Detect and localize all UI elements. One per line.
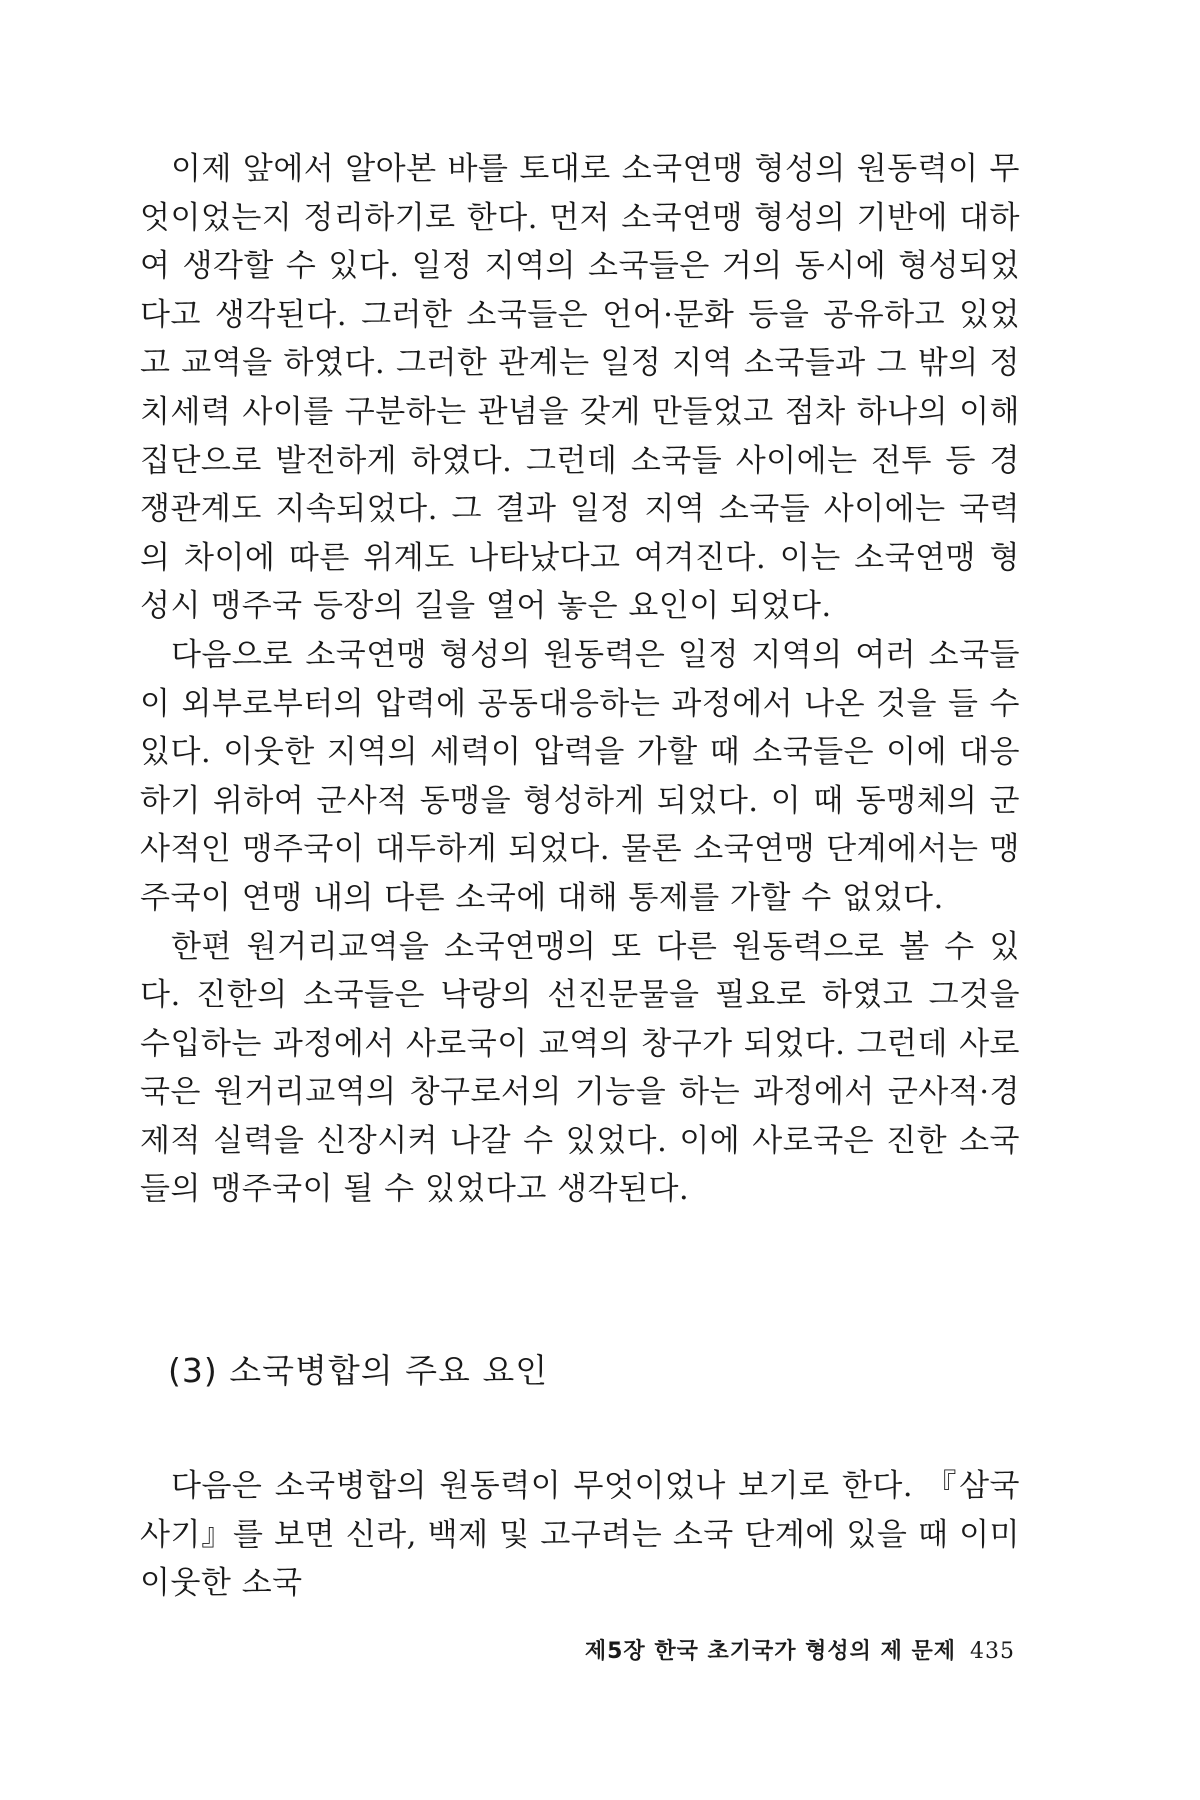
paragraph-1: 이제 앞에서 알아본 바를 토대로 소국연맹 형성의 원동력이 무엇이었는지 정리하기로 한다. 먼저 소국연맹 형성의 기반에 대하여 생각할 수 있다. 일정 지역의 소국들은 거의 동시에 형성되었다고 생각된다. 그러한 소국들은 언어·문화 등을 공유하고 있었고 교역을 하였다. 그러한 관계는 일정 지역 소국들과 그 밖의 정치세력 사이를 구분하는 관념을 갖게 만들었고 점차 하나의 이해집단으로 발전하게 하였다. 그런데 소국들 사이에는 전투 등 경쟁관계도 지속되었다. 그 결과 일정 지역 소국들 사이에는 국력의 차이에 따른 위계도 나타났다고 여겨진다. 이는 소국연맹 형성시 맹주국 등장의 길을 열어 놓은 요인이 되었다.: [140, 151, 1020, 625]
chapter-title: 제5장 한국 초기국가 형성의 제 문제: [584, 1639, 956, 1664]
section-body-text: [140, 1462, 1020, 1608]
section-heading: (3) 소국병합의 주요 요인: [168, 1351, 549, 1390]
paragraph-3: 한편 원거리교역을 소국연맹의 또 다른 원동력으로 볼 수 있다. 진한의 소국들은 낙랑의 선진문물을 필요로 하였고 그것을 수입하는 과정에서 사로국이 교역의 창구가 되었다. 그런데 사로국은 원거리교역의 창구로서의 기능을 하는 과정에서 군사적·경제적 실력을 신장시켜 나갈 수 있었다. 이에 사로국은 진한 소국들의 맹주국이 될 수 있었다고 생각된다.: [140, 928, 1020, 1208]
section-paragraph-1: 다음은 소국병합의 원동력이 무엇이었나 보기로 한다. 『삼국사기』를 보면 신라, 백제 및 고구려는 소국 단계에 있을 때 이미 이웃한 소국: [140, 1468, 1020, 1602]
running-footer: [585, 1634, 1015, 1665]
paragraph-2: 다음으로 소국연맹 형성의 원동력은 일정 지역의 여러 소국들이 외부로부터의 압력에 공동대응하는 과정에서 나온 것을 들 수 있다. 이웃한 지역의 세력이 압력을 가할 때 소국들은 이에 대응하기 위하여 군사적 동맹을 형성하게 되었다. 이 때 동맹체의 군사적인 맹주국이 대두하게 되었다. 물론 소국연맹 단계에서는 맹주국이 연맹 내의 다른 소국에 대해 통제를 가할 수 없었다.: [140, 636, 1020, 916]
body-text: [140, 145, 1020, 1214]
page-number: 435: [970, 1639, 1015, 1664]
